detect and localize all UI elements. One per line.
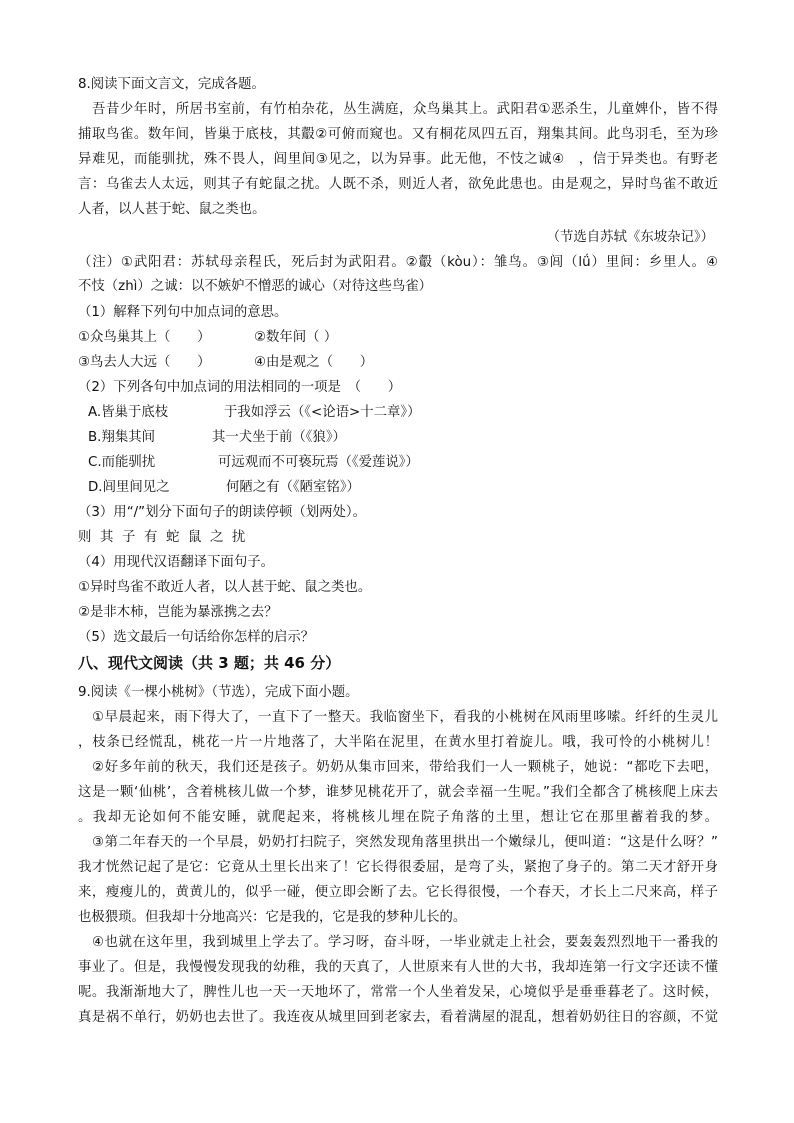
passage-line: 吾昔少年时，所居书室前，有竹柏杂花，丛生满庭，众鸟巢其上。武阳君①恶杀生，儿童婢仆，皆不得 xyxy=(92,102,718,117)
question-8-title: 8.阅读下面文言文，完成各题。 xyxy=(78,77,265,92)
subquestion-1-prompt: （1）解释下列句中加点词的意思。 xyxy=(78,305,288,320)
passage-line: 异难见，而能驯扰，殊不畏人，闾里间③见之，以为异事。此无他，不忮之诚④ ，信于异类也。有野老 xyxy=(78,152,718,167)
reading-paragraph-line: 真是祸不单行，奶奶也去世了。我连夜从城里回到老家去，看着满屋的混乱，想着奶奶往日的容颜，不觉 xyxy=(78,1010,718,1025)
option-b-left: B.翔集其间 xyxy=(88,430,156,445)
reading-paragraph-line: ③第二年春天的一个早晨，奶奶打扫院子，突然发现角落里拱出一个嫩绿儿，便叫道：“这是什么呀？” xyxy=(92,835,718,850)
passage-line: 言：乌雀去人太远，则其子有蛇鼠之扰。人既不杀，则近人者，欲免此患也。由是观之，异时鸟雀不敢近 xyxy=(78,177,718,192)
subquestion-5-prompt: （5）选文最后一句话给你怎样的启示？ xyxy=(78,630,315,645)
option-c-right: 可远观而不可亵玩焉（《爱莲说》） xyxy=(218,455,419,470)
reading-paragraph-line: 也极猥琐。但我却十分地高兴：它是我的，它是我的梦种儿长的。 xyxy=(78,910,467,925)
option-b-right: 其一犬坐于前（《狼》） xyxy=(212,430,346,445)
subquestion-1-item: ③鸟去人大远（ ） xyxy=(78,355,211,370)
reading-paragraph-line: ①早晨起来，雨下得大了，一直下了一整天。我临窗坐下，看我的小桃树在风雨里哆嗦。纤纤的生灵儿 xyxy=(92,710,718,725)
reading-paragraph-line: ④也就在这年里，我到城里上学去了。学习呀，奋斗呀，一毕业就走上社会，要轰轰烈烈地干一番我的 xyxy=(92,935,718,950)
option-c-left: C.而能驯扰 xyxy=(88,455,156,470)
option-d-left: D.闾里间见之 xyxy=(88,480,170,495)
reading-paragraph-line: 来，瘦瘦儿的，黄黄儿的，似乎一碰，便立即会断了去。它长得很慢，一个春天，才长上二尺来高，样子 xyxy=(78,885,718,900)
subquestion-3-sentence: 则其子有蛇鼠之扰 xyxy=(78,530,254,545)
subquestion-1-item: ①众鸟巢其上（ ） xyxy=(78,330,211,345)
annotation-line: （注）①武阳君：苏轼母亲程氏，死后封为武阳君。②鷇（kòu）：雏鸟。③闾（lǘ）里间：乡里人。④ xyxy=(78,255,718,270)
reading-paragraph-line: 这是一颗‘仙桃’，含着桃核儿做一个梦，谁梦见桃花开了，就会幸福一生呢。”我们全都含了桃核爬上床去 xyxy=(78,785,718,800)
annotation-line: 不忮（zhì）之诚：以不嫉妒不憎恶的诚心（对待这些鸟雀） xyxy=(78,279,432,294)
reading-paragraph-line: 呢。我渐渐地大了，脾性儿也一天一天地坏了，常常一个人坐着发呆，心境似乎是垂垂暮老了。这时候， xyxy=(78,985,718,1000)
reading-paragraph-line: ，枝条已经慌乱，桃花一片一片地落了，大半陷在泥里，在黄水里打着旋儿。哦，我可怜的小桃树儿！ xyxy=(78,735,718,750)
subquestion-4-item: ②是非木柿，岂能为暴涨携之去？ xyxy=(78,605,278,620)
option-d-right: 何陋之有（《陋室铭》） xyxy=(226,480,360,495)
passage-line: 捕取鸟雀。数年间，皆巢于底枝，其鷇②可俯而窥也。又有桐花凤四五百，翔集其间。此鸟羽毛，至为珍 xyxy=(78,127,718,142)
reading-paragraph-line: 事业了。但是，我慢慢发现我的幼稚，我的天真了，人世原来有人世的大书，我却连第一行文字还读不懂 xyxy=(78,960,718,975)
passage-source: （节选自苏轼《东坡杂记》） xyxy=(546,230,714,245)
subquestion-4-item: ①异时鸟雀不敢近人者，以人甚于蛇、鼠之类也。 xyxy=(78,580,372,595)
reading-paragraph-line: 我才恍然记起了是它：它竟从土里长出来了！它长得很委屈，是弯了头，紧抱了身子的。第二天才舒开身 xyxy=(78,860,718,875)
subquestion-1-item: ②数年间（ ） xyxy=(254,330,338,345)
subquestion-1-item: ④由是观之（ ） xyxy=(254,355,374,370)
option-a-right: 于我如浮云（《<论语>十二章》） xyxy=(224,405,421,420)
subquestion-4-prompt: （4）用现代汉语翻译下面句子。 xyxy=(78,555,274,570)
subquestion-2-prompt: （2）下列各句中加点词的用法相同的一项是 （ ） xyxy=(78,380,402,395)
option-a-left: A.皆巢于底枝 xyxy=(88,405,169,420)
reading-paragraph-line: 。我却无论如何不能安睡，就爬起来，将桃核儿埋在院子角落的土里，想让它在那里蓄着我的梦。 xyxy=(78,810,718,825)
section-heading: 八、现代文阅读（共 3 题；共 46 分） xyxy=(78,654,341,672)
passage-line: 人者，以人甚于蛇、鼠之类也。 xyxy=(78,202,266,217)
reading-paragraph-line: ②好多年前的秋天，我们还是孩子。奶奶从集市回来，带给我们一人一颗桃子，她说：“都吃下去吧， xyxy=(92,760,718,775)
question-9-title: 9.阅读《一棵小桃树》（节选），完成下面小题。 xyxy=(78,685,359,700)
subquestion-3-prompt: （3）用“/”划分下面句子的朗读停顿（划两处）。 xyxy=(78,505,367,520)
